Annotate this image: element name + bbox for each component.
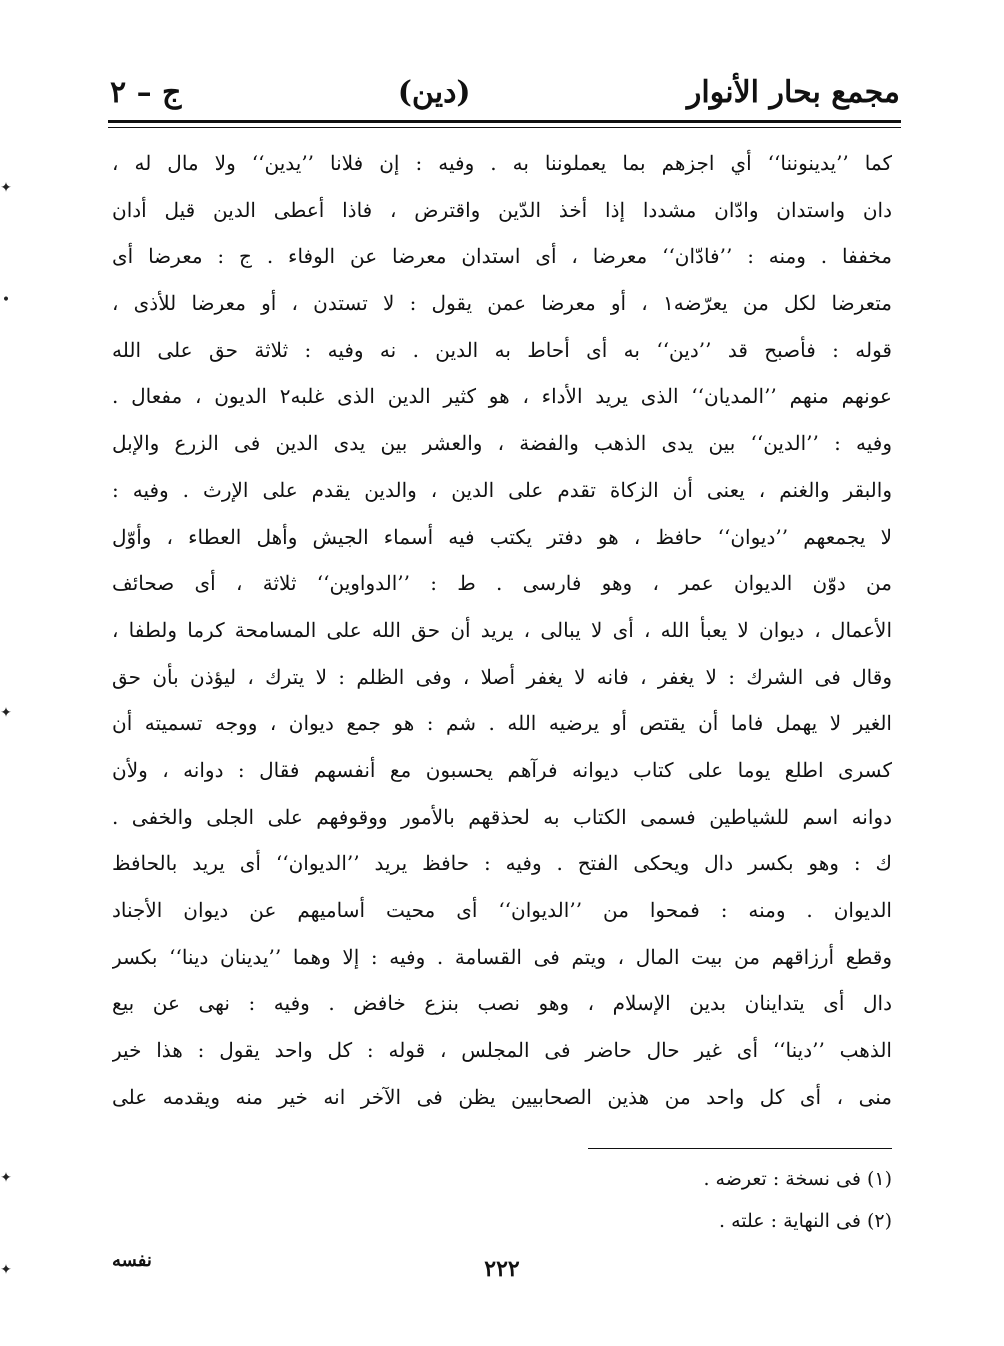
text-line: لا يجمعهم ’’ديوان‘‘ حافظ ، هو دفتر يكتب فيه أسماء الجيش وأهل العطاء ، وأوّل [112,524,892,549]
text-line: وقطع أرزاقهم من بيت المال ، ويتم فى القسامة . وفيه : إلا وهما ’’يدينان دينا‘‘ بكسر [112,944,892,969]
text-line: الأعمال ، ديوان لا يعبأ الله ، أى لا يبالى ، يريد أن حق الله على المسامحة كرما ولطفا ، [112,617,892,642]
text-line: دوانه اسم للشياطين فسمى الكتاب به لحذقهم بالأمور ووقوفهم على الجلى والخفى . [112,804,892,829]
text-line: دان واستدان وادّان مشددا إذا أخذ الدّين واقترض ، فاذا أعطى الدين قيل أدان [112,197,892,222]
volume-number: ج – ٢ [110,74,182,110]
page-number: ٢٢٢ [484,1256,520,1282]
footnote: (١) فى نسخة : تعرضه . [703,1168,892,1190]
text-line: من دوّن الديوان عمر ، وهو فارسى . ط : ’’الدواوين‘‘ ثلاثة ، أى صحائف [112,571,892,596]
text-line: كما ’’يدينوننا‘‘ أي اجزهم بما يعملوننا به . وفيه : إن فلانا ’’يدين‘‘ ولا مال له ، [112,151,892,175]
entry-word: (دين) [397,74,471,110]
text-line: والبقر والغنم ، يعنى أن الزكاة تقدم على الدين ، والدين يقدم على الإرث . وفيه : [112,477,892,502]
header-rule-thick [108,120,901,123]
footnote: (٢) فى النهاية : علته . [719,1210,892,1232]
margin-mark: ✦ [0,1170,12,1186]
footnote-rule [588,1148,892,1149]
text-line: كسرى اطلع يوما على كتاب ديوانه فرآهم يحسبون مع أنفسهم فقال : دوانه ، ولأن [112,757,892,782]
text-line: ك : وهو بكسر دال ويحكى الفتح . وفيه : حافظ يريد ’’الديوان‘‘ أى يريد بالحافظ [112,851,892,876]
text-line: وقال فى الشرك : لا يغفر ، فانه لا يغفر أصلا ، وفى الظلم : لا يترك ، ليؤذن بأن حق [112,664,892,689]
margin-mark: ✦ [0,180,12,196]
text-line: مخففا . ومنه : ’’فادّان‘‘ معرضا ، أى استدان معرضا عن الوفاء . ج : معرضا أى [112,244,892,269]
margin-mark: • [1,292,11,308]
text-line: الغير لا يهمل فاما أن يقتص أو يرضيه الله . شم : هو جمع ديوان ، ووجه تسميته أن [112,711,892,736]
book-title: مجمع بحار الأنوار [686,74,900,110]
header-rule-thin [108,127,901,128]
text-line: وفيه : ’’الدين‘‘ بين يدى الذهب والفضة ، والعشر بين يدى الدين فى الزرع والإبل [112,431,892,456]
text-line: متعرضا لكل من يعرّضه١ ، أو معرضا عمن يقول : لا تستدن ، أو معرضا للأذى ، [112,291,892,316]
text-line: قوله : فأصبح قد ’’دين‘‘ به أى أحاط به الدين . نه وفيه : ثلاثة حق على الله [112,337,892,362]
text-line: الذهب ’’دينا‘‘ أى غير حال حاضر فى المجلس ، قوله : كل واحد يقول : هذا خير [112,1038,892,1063]
text-line: منى ، أى كل واحد من هذين الصحابيين يظن فى الآخر انه خير منه ويقدمه على [112,1084,892,1109]
text-line: دال أى يتداينان بدين الإسلام ، وهو نصب بنزع خافض . وفيه : نهى عن بيع [112,991,892,1016]
margin-mark: ✦ [0,1262,12,1278]
running-header [110,70,900,114]
catchword: نفسه [112,1250,152,1271]
text-line: عونهم منهم ’’المديان‘‘ الذى يريد الأداء ، هو كثير الدين الذى غلبه٢ الديون ، مفعال . [112,384,892,409]
footnotes [520,1158,892,1242]
body-text [112,140,892,1120]
text-line: الديوان . ومنه : فمحوا من ’’الديوان‘‘ أى محيت أساميهم عن ديوان الأجناد [112,898,892,922]
margin-mark: ✦ [0,705,12,721]
